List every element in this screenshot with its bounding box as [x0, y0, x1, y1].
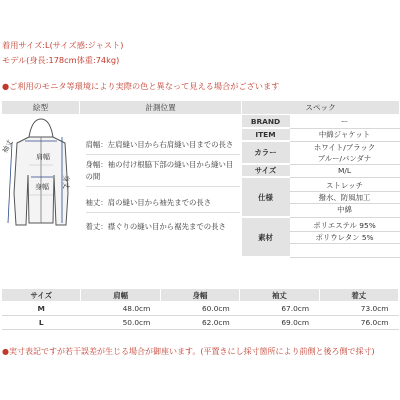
- measure-header: 計測位置: [80, 101, 242, 115]
- spec-key: サイズ: [242, 164, 290, 177]
- spec-value: ー: [290, 115, 400, 128]
- size-cell: 67.0cm: [240, 302, 319, 316]
- size-cell: 50.0cm: [81, 316, 160, 330]
- material-empty: [290, 244, 400, 255]
- measure-chest: 身幅：袖の付け根脇下部の縫い目から縫い目の間: [86, 159, 240, 187]
- size-header-length: 着丈: [319, 289, 398, 302]
- diagram-cell: [2, 115, 80, 286]
- spec-row-color: [242, 141, 400, 164]
- size-cell: 76.0cm: [319, 316, 398, 330]
- diagram-label-chest: 身幅: [34, 183, 49, 191]
- spec-value: [290, 217, 400, 257]
- spec-header: スペック: [242, 101, 400, 115]
- diagram-label-shoulder: 肩幅: [35, 153, 50, 161]
- spec-table: [1, 100, 400, 285]
- spec-detail-cell: [242, 115, 400, 286]
- size-row-m: [2, 302, 399, 316]
- measurement-disclaimer: ●実寸表記ですが若干誤差が生じる場合が御座います。(平置きにし採寸箇所により前側と後ろ側で採寸): [2, 347, 375, 356]
- spec-row-spec: [242, 177, 400, 217]
- spec-row-brand: [242, 115, 400, 128]
- spec-value: [290, 177, 400, 217]
- model-info-note: モデル(身長:178cm体重:74kg): [2, 55, 120, 65]
- size-cell: M: [2, 302, 81, 316]
- spec-key: 素材: [242, 217, 290, 257]
- material-item: ポリエステル 95%: [290, 220, 400, 232]
- size-cell: 60.0cm: [160, 302, 239, 316]
- size-header-size: サイズ: [2, 289, 81, 302]
- spec-key: ITEM: [242, 128, 290, 141]
- size-table: [1, 288, 399, 330]
- size-cell: 48.0cm: [81, 302, 160, 316]
- size-cell: 73.0cm: [319, 302, 398, 316]
- size-cell: L: [2, 316, 81, 330]
- spec-value: 中綿ジャケット: [290, 128, 400, 141]
- color-option: ホワイト/ブラック: [313, 142, 376, 152]
- measure-cell: [80, 115, 242, 286]
- diagram-label-sleeve: 袖丈: [1, 138, 15, 155]
- measure-length: 着丈：襟ぐりの縫い目から裾先までの長さ: [85, 222, 226, 231]
- spec-key: 仕様: [242, 177, 290, 217]
- wearing-size-note: 着用サイズ:L(サイズ感:ジャスト): [2, 40, 124, 50]
- spec-feature: 撥水、防風加工: [290, 192, 400, 204]
- jacket-diagram: [2, 115, 80, 283]
- monitor-color-note: ●ご利用のモニタ等環境により実際の色と異なって見える場合がございます: [2, 81, 280, 91]
- material-item: ポリウレタン 5%: [290, 232, 400, 244]
- spec-row-item: [242, 128, 400, 141]
- diagram-label-body-length: 身丈: [61, 175, 70, 189]
- spec-key: カラー: [242, 141, 290, 164]
- spec-value: M/L: [290, 164, 400, 177]
- size-header-chest: 身幅: [160, 289, 239, 302]
- color-option: ブルー/バンダナ: [317, 153, 372, 163]
- diagram-header: 絵型: [2, 101, 80, 115]
- size-header-sleeve: 袖丈: [240, 289, 319, 302]
- spec-feature: 中綿: [337, 204, 352, 214]
- size-header-shoulder: 肩幅: [81, 289, 160, 302]
- spec-row-material: [242, 217, 400, 257]
- size-cell: 69.0cm: [240, 316, 319, 330]
- size-row-l: [2, 316, 399, 330]
- spec-row-size: [242, 164, 400, 177]
- spec-key: BRAND: [242, 115, 290, 128]
- spec-detail-table: [242, 115, 400, 258]
- measure-shoulder: 肩幅：左肩縫い目から右肩縫い目までの長さ: [86, 139, 240, 155]
- sleeve-measure-line: [8, 143, 12, 223]
- size-cell: 62.0cm: [160, 316, 239, 330]
- spec-value: [290, 141, 400, 164]
- spec-feature: ストレッチ: [290, 180, 400, 192]
- measure-sleeve: 袖丈：肩の縫い目から袖先までの長さ: [86, 197, 240, 213]
